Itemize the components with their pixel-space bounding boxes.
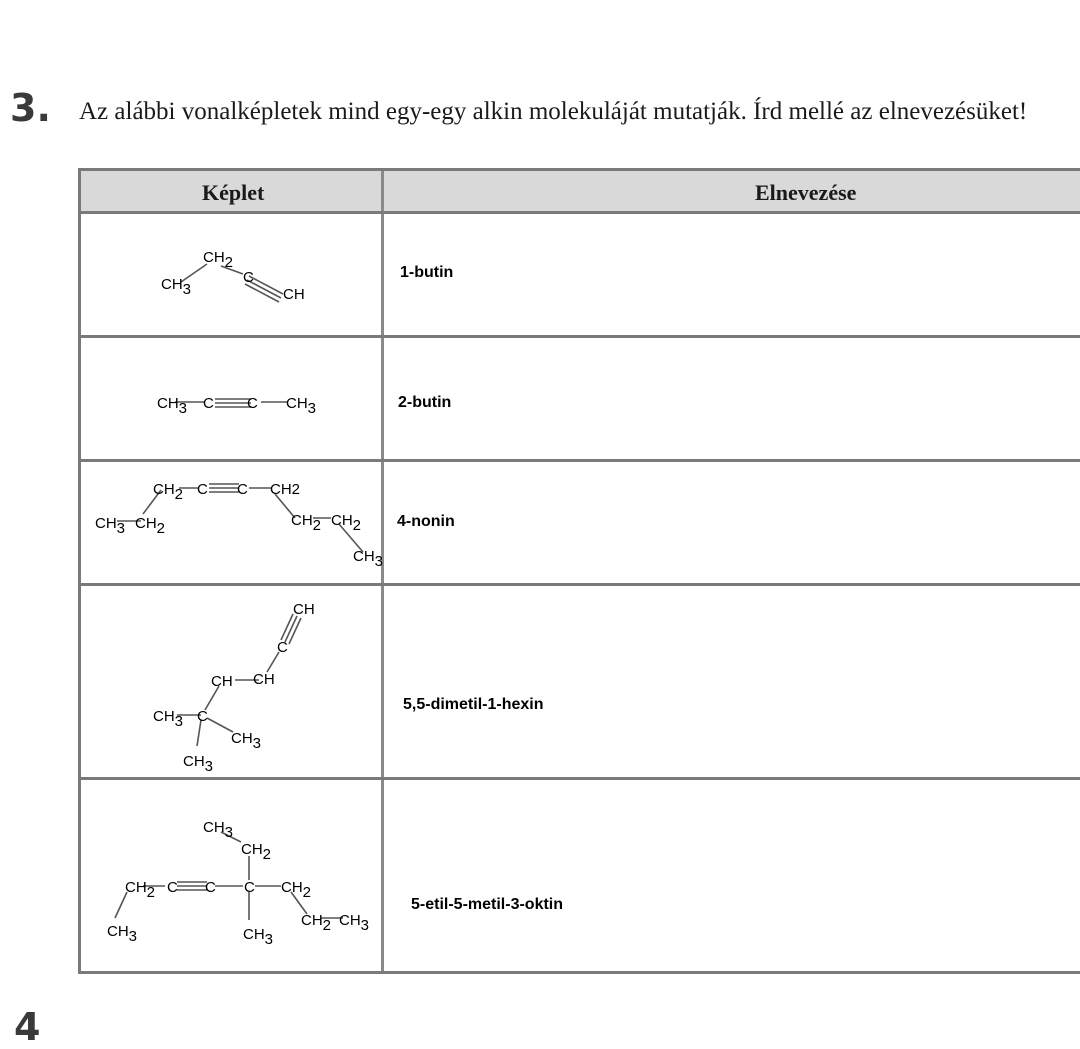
alkyne-name: 5-etil-5-metil-3-oktin bbox=[411, 896, 564, 913]
table-row bbox=[78, 780, 1080, 974]
alkyne-name: 5,5-dimetil-1-hexin bbox=[403, 696, 544, 713]
group-c: C bbox=[167, 879, 178, 896]
formula-cell bbox=[78, 462, 384, 583]
group-ch3: CH3 bbox=[183, 753, 214, 775]
group-ch3: CH3 bbox=[243, 926, 274, 948]
header-cell-name bbox=[384, 171, 1080, 211]
group-c: C bbox=[237, 481, 248, 498]
question-text: Az alábbi vonalképletek mind egy-egy alkin molekuláját mutatják. Írd mellé az elnevezésüket! bbox=[79, 98, 1028, 125]
group-ch2: CH2 bbox=[125, 879, 156, 901]
group-ch2: CH2 bbox=[291, 512, 322, 534]
group-ch3: CH3 bbox=[339, 912, 370, 934]
group-c: C bbox=[247, 395, 258, 412]
group-ch3: CH3 bbox=[286, 395, 317, 417]
name-cell[interactable] bbox=[384, 338, 1080, 459]
group-ch3: CH3 bbox=[231, 730, 262, 752]
structural-formula-5-etil-5-metil-3-oktin bbox=[81, 780, 387, 974]
group-c: C bbox=[197, 708, 208, 725]
group-ch3: CH3 bbox=[203, 819, 234, 841]
group-c: C bbox=[244, 879, 255, 896]
group-ch3: CH3 bbox=[157, 395, 188, 417]
question-number: 3. bbox=[10, 86, 51, 130]
group-ch: CH bbox=[283, 286, 305, 303]
name-cell[interactable] bbox=[384, 214, 1080, 335]
group-c: C bbox=[203, 395, 214, 412]
group-ch2: CH2 bbox=[135, 515, 166, 537]
name-cell[interactable] bbox=[384, 462, 1080, 583]
alkyne-name: 4-nonin bbox=[397, 513, 455, 530]
bond-triple bbox=[249, 276, 283, 294]
formula-cell bbox=[78, 338, 384, 459]
header-name-label: Elnevezése bbox=[755, 180, 857, 205]
group-ch2: CH2 bbox=[241, 841, 272, 863]
table-row bbox=[78, 338, 1080, 462]
header-formula-label: Képlet bbox=[202, 180, 265, 205]
structural-formula-4-nonin bbox=[81, 462, 387, 586]
group-c: C bbox=[243, 269, 254, 286]
bond-single bbox=[207, 718, 233, 732]
bond-single bbox=[181, 264, 207, 282]
group-ch3: CH3 bbox=[153, 708, 184, 730]
bond-triple bbox=[245, 284, 279, 302]
table-row bbox=[78, 214, 1080, 338]
group-ch2: CH2 bbox=[301, 912, 332, 934]
group-ch2: CH2 bbox=[153, 481, 184, 503]
alkyne-name: 2-butin bbox=[398, 394, 452, 411]
structural-formula-2-butin bbox=[81, 338, 387, 462]
group-c: C bbox=[277, 639, 288, 656]
header-cell-formula bbox=[78, 171, 384, 211]
group-ch2: CH2 bbox=[281, 879, 312, 901]
group-ch3: CH3 bbox=[353, 548, 384, 570]
group-ch3: CH3 bbox=[161, 276, 192, 298]
group-ch: CH bbox=[211, 673, 233, 690]
formula-cell bbox=[78, 586, 384, 777]
formula-cell bbox=[78, 214, 384, 335]
table-row bbox=[78, 462, 1080, 586]
group-ch2: CH2 bbox=[203, 249, 234, 271]
formula-cell bbox=[78, 780, 384, 971]
table-row bbox=[78, 586, 1080, 780]
structural-formula-5-5-dimetil-1-hexin bbox=[81, 586, 387, 780]
structural-formula-1-butin bbox=[81, 214, 387, 338]
group-ch2: CH2 bbox=[270, 481, 301, 498]
group-ch3: CH3 bbox=[107, 923, 138, 945]
table-header-row bbox=[78, 168, 1080, 214]
group-c: C bbox=[197, 481, 208, 498]
group-ch3: CH3 bbox=[95, 515, 126, 537]
next-question-number: 4 bbox=[14, 1005, 41, 1049]
name-cell[interactable] bbox=[384, 586, 1080, 777]
group-ch2: CH2 bbox=[331, 512, 362, 534]
group-ch: CH bbox=[293, 601, 315, 618]
alkyne-name: 1-butin bbox=[400, 264, 454, 281]
group-c: C bbox=[205, 879, 216, 896]
name-cell[interactable] bbox=[384, 780, 1080, 971]
group-ch: CH bbox=[253, 671, 275, 688]
